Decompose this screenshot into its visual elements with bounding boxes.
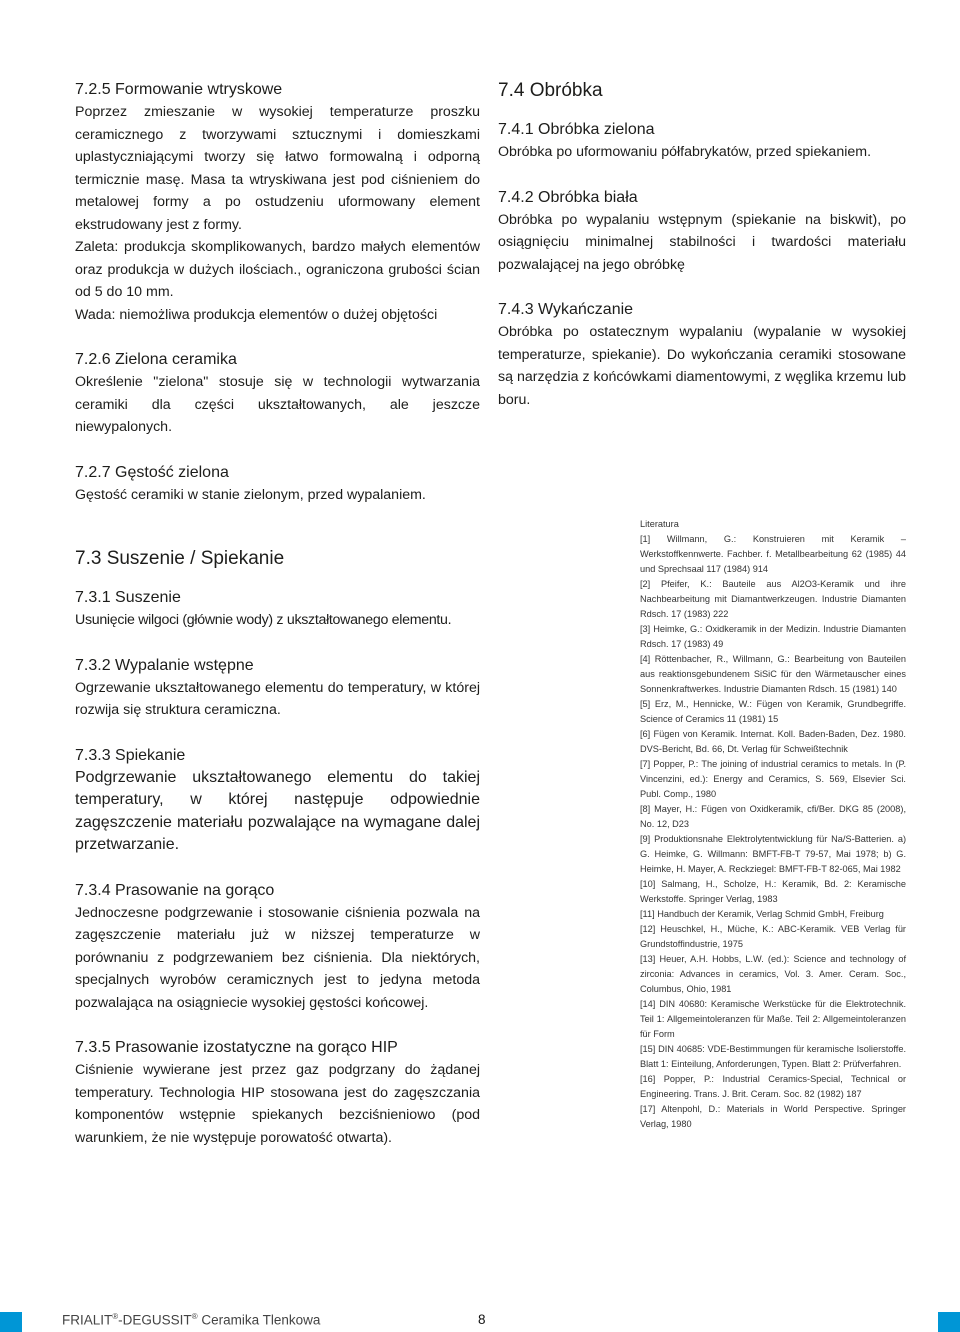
- section-heading: 7.2.5 Formowanie wtryskowe: [75, 81, 283, 98]
- paragraph: Ciśnienie wywierane jest przez gaz podgrzany do żądanej temperatury. Technologia HIP stosowana jest do zagęszczania komponentów wstępnie spiekanych bezciśnieniowo (pod warunkiem, że nie występuje porowatość otwarta).: [75, 1062, 480, 1146]
- reference-item: [10] Salmang, H., Scholze, H.: Keramik, Bd. 2: Keramische Werkstoffe. Springer Verlag, 1983: [640, 879, 906, 904]
- reference-item: [2] Pfeifer, K.: Bauteile aus Al2O3-Keramik und ihre Nachbearbeitung mit Diamantwerkzeugen. Industrie Diamanten Rdsch. 17 (1983) 222: [640, 579, 906, 619]
- footer-brand: [62, 1312, 320, 1328]
- chapter-heading: 7.4 Obróbka: [498, 80, 603, 101]
- paragraph: Wada: niemożliwa produkcja elementów o dużej objętości: [75, 306, 438, 323]
- section-heading: 7.3.2 Wypalanie wstępne: [75, 656, 254, 674]
- reference-item: [15] DIN 40685: VDE-Bestimmungen für keramische Isolierstoffe. Blatt 1: Einteilung, Anforderungen, Typen. Blatt 2: Prüfverfahren.: [640, 1044, 906, 1069]
- paragraph: Obróbka po ostatecznym wypalaniu (wypalanie w wysokiej temperaturze, spiekanie). Do wykończania ceramiki stosowane są narzędzia z końcówkami diamentowymi, z węglika krzemu lub boru.: [498, 324, 906, 408]
- paragraph: Jednoczesne podgrzewanie i stosowanie ciśnienia pozwala na zagęszczenie materiału już w niższej temperaturze w porównaniu z podgrzewaniem bez ciśnienia. Dla niektórych, specjalnych wyrobów ceramicznych jest to jedyna metoda pozwalająca na osiągniecie wysokiej gęstości końcowej.: [75, 904, 480, 1011]
- reference-item: [5] Erz, M., Hennicke, W.: Fügen von Keramik, Grundbegriffe. Science of Ceramics 11 (1981) 15: [640, 699, 906, 724]
- right-column: [498, 78, 906, 411]
- paragraph: Zaleta: produkcja skomplikowanych, bardzo małych elementów oraz produkcja w dużych ilościach., ograniczona grubości ścian od 5 do 10 mm.: [75, 239, 480, 300]
- section-heading: 7.2.6 Zielona ceramika: [75, 351, 237, 368]
- paragraph: Obróbka po wypalaniu wstępnym (spiekanie na biskwit), po osiągnięciu minimalnej stabilności i twardości materiału pozwalającej na jego obróbkę: [498, 211, 906, 273]
- section-7-3-2: [75, 654, 480, 722]
- section-7-4-1: [498, 118, 906, 164]
- section-7-4-2: [498, 186, 906, 277]
- paragraph: Gęstość ceramiki w stanie zielonym, przed wypalaniem.: [75, 486, 426, 503]
- reference-item: [7] Popper, P.: The joining of industrial ceramics to metals. In (P. Vincenzini, ed.): Energy and Ceramics, S. 569, Elsevier Sci. Publ. Comp., 1980: [640, 759, 906, 799]
- reference-item: [1] Willmann, G.: Konstruieren mit Keramik – Werkstoffkennwerte. Fachber. f. Metallbearbeitung 62 (1985) 44 und Sprechsaal 117 (1984) 914: [640, 534, 906, 574]
- brand-name-suffix: -DEGUSSIT: [118, 1312, 192, 1328]
- reference-item: [8] Mayer, H.: Fügen von Oxidkeramik, cfi/Ber. DKG 85 (2008), No. 12, D23: [640, 804, 906, 829]
- section-7-3-1: [75, 586, 480, 632]
- section-heading: 7.2.7 Gęstość zielona: [75, 463, 229, 481]
- footer-accent-bar-left: [0, 1312, 22, 1332]
- reference-item: [9] Produktionsnahe Elektrolytentwicklung für Na/S-Batterien. a) G. Heimke, G. Willmann: BMFT-FB-T 79-57, Mai 1978; b) G. Heimke, H. Mayer, A. Reckziegel: BMFT-FB-T 82-065, Mai 1982: [640, 834, 906, 874]
- reference-item: [13] Heuer, A.H. Hobbs, L.W. (ed.): Science and technology of zirconia: Advances in ceramics, Vol. 3. Amer. Ceram. Soc., Columbus, Ohio, 1981: [640, 954, 906, 994]
- section-7-2-6: [75, 348, 480, 439]
- section-heading: 7.3.1 Suszenie: [75, 589, 181, 606]
- section-heading: 7.3.3 Spiekanie: [75, 746, 186, 764]
- brand-subtitle: Ceramika Tlenkowa: [197, 1312, 321, 1328]
- brand-name: FRIALIT: [62, 1312, 113, 1328]
- reference-item: [16] Popper, P.: Industrial Ceramics-Special, Technical or Engineering. Trans. J. Brit. Ceram. Soc. 82 (1982) 187: [640, 1074, 906, 1099]
- section-7-4-3: [498, 298, 906, 411]
- reference-item: [4] Röttenbacher, R., Willmann, G.: Bearbeitung von Bauteilen aus reaktionsgebundenem SiSiC für den Wärmetauscher eines Sonnenkraftwerkes. Industrie Diamanten Rdsch. 15 (1981) 140: [640, 654, 906, 694]
- registered-mark: ®: [112, 1312, 119, 1321]
- registered-mark: ®: [191, 1312, 198, 1321]
- section-7-3-4: [75, 879, 480, 1015]
- section-7-2-5: [75, 78, 480, 326]
- section-heading: 7.4.2 Obróbka biała: [498, 188, 638, 206]
- paragraph: Podgrzewanie ukształtowanego elementu do takiej temperatury, w której następuje odpowiednie zagęszczenie materiału pozwalające na wymagane dalej przetwarzanie.: [75, 768, 480, 853]
- footer-accent-bar-right: [938, 1312, 960, 1332]
- reference-item: [17] Altenpohl, D.: Materials in World Perspective. Springer Verlag, 1980: [640, 1104, 906, 1129]
- section-heading: 7.4.1 Obróbka zielona: [498, 121, 655, 138]
- paragraph: Obróbka po uformowaniu półfabrykatów, przed spiekaniem.: [498, 144, 872, 160]
- section-7-3-3: [75, 744, 480, 857]
- lower-left-column: [75, 546, 480, 1149]
- reference-item: [11] Handbuch der Keramik, Verlag Schmid GmbH, Freiburg: [640, 909, 884, 919]
- page-number: 8: [478, 1312, 486, 1327]
- chapter-heading: 7.3 Suszenie / Spiekanie: [75, 548, 285, 569]
- references-title: Literatura: [640, 519, 679, 529]
- section-7-2-7: [75, 461, 480, 507]
- reference-item: [14] DIN 40680: Keramische Werkstücke für die Elektrotechnik. Teil 1: Allgemeintoleranzen für Maße. Teil 2: Allgemeintoleranzen für Form: [640, 999, 906, 1039]
- reference-item: [6] Fügen von Keramik. Internat. Koll. Baden-Baden, Dez. 1980. DVS-Bericht, Bd. 66, Dt. Verlag für Schweißtechnik: [640, 729, 906, 754]
- references-list: [640, 517, 906, 1132]
- paragraph: Usunięcie wilgoci (głównie wody) z ukształtowanego elementu.: [75, 612, 452, 628]
- section-7-3-5: [75, 1036, 480, 1149]
- section-heading: 7.4.3 Wykańczanie: [498, 301, 634, 318]
- section-heading: 7.3.4 Prasowanie na gorąco: [75, 881, 275, 899]
- paragraph: Określenie "zielona" stosuje się w technologii wytwarzania ceramiki dla części ukształtowanych, ale jeszcze niewypalonych.: [75, 374, 480, 435]
- paragraph: Ogrzewanie ukształtowanego elementu do temperatury, w której rozwija się struktura ceramiczna.: [75, 679, 480, 718]
- paragraph: Poprzez zmieszanie w wysokiej temperaturze proszku ceramicznego z tworzywami sztucznymi i domieszkami uplastyczniającymi tworzy się łatwo formowalną i odporną termicznie masę. Masa ta wtryskiwana jest pod ciśnieniem do metalowej formy a po ostudzeniu uformowany element ekstrudowany jest z formy.: [75, 104, 480, 233]
- section-heading: 7.3.5 Prasowanie izostatyczne na gorąco HIP: [75, 1039, 398, 1056]
- reference-item: [12] Heuschkel, H., Müche, K.: ABC-Keramik. VEB Verlag für Grundstoffindustrie, 1975: [640, 924, 906, 949]
- reference-item: [3] Heimke, G.: Oxidkeramik in der Medizin. Industrie Diamanten Rdsch. 17 (1983) 49: [640, 624, 906, 649]
- left-column: [75, 78, 480, 506]
